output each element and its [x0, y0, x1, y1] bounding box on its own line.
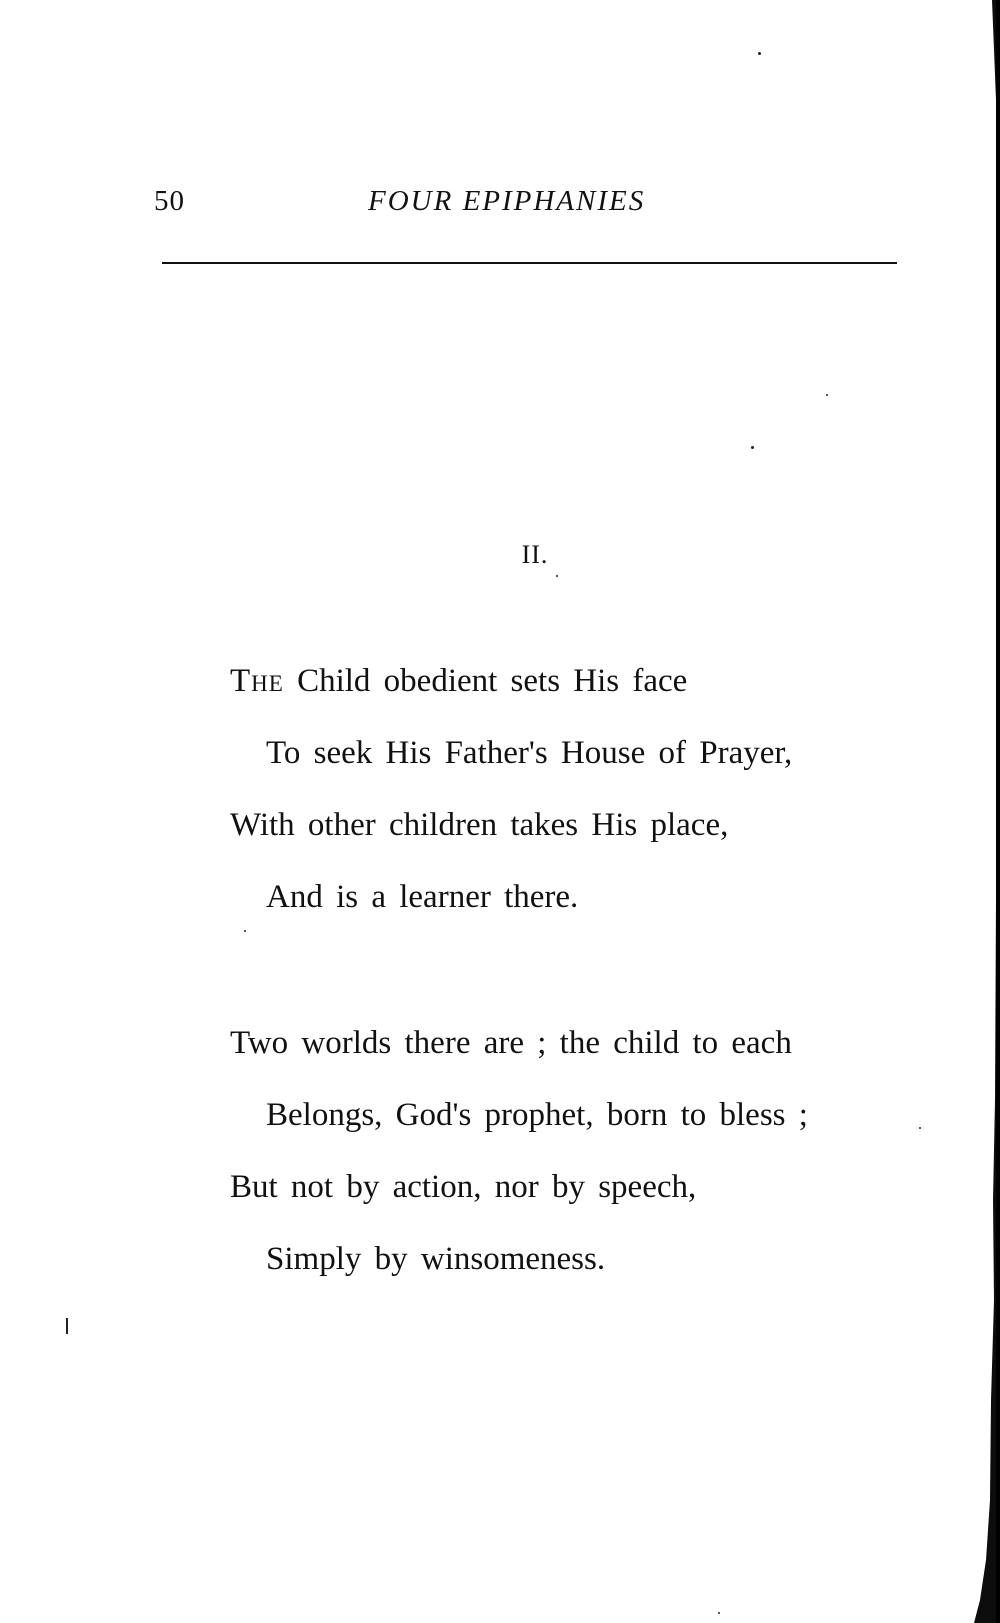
scan-speck: [826, 394, 828, 396]
poem-line: To seek His Father's House of Prayer,: [266, 735, 793, 771]
poem-line: Belongs, God's prophet, born to bless ;: [266, 1097, 808, 1133]
scan-speck: [556, 575, 558, 577]
scan-speck: [66, 1318, 68, 1334]
poem-line: Two worlds there are ; the child to each: [230, 1025, 792, 1061]
poem-line: [230, 663, 687, 700]
poem-line-lead: The: [230, 663, 284, 699]
scan-speck: [751, 446, 754, 449]
scan-speck: [718, 1612, 720, 1614]
scan-speck: [244, 930, 246, 932]
section-number: II.: [521, 540, 549, 569]
scan-speck: [758, 52, 761, 55]
poem-line-text: Child obedient sets His face: [283, 663, 688, 699]
poem-line: And is a learner there.: [266, 879, 579, 915]
header-rule: [162, 262, 897, 264]
scan-speck: [919, 1127, 921, 1129]
poem-line: Simply by winsomeness.: [266, 1241, 606, 1277]
page-number: 50: [154, 185, 185, 217]
poem-line: With other children takes His place,: [230, 807, 729, 843]
running-title: FOUR EPIPHANIES: [368, 185, 646, 217]
page-edge-shadow: [966, 0, 1000, 1623]
poem-line: But not by action, nor by speech,: [230, 1169, 697, 1205]
